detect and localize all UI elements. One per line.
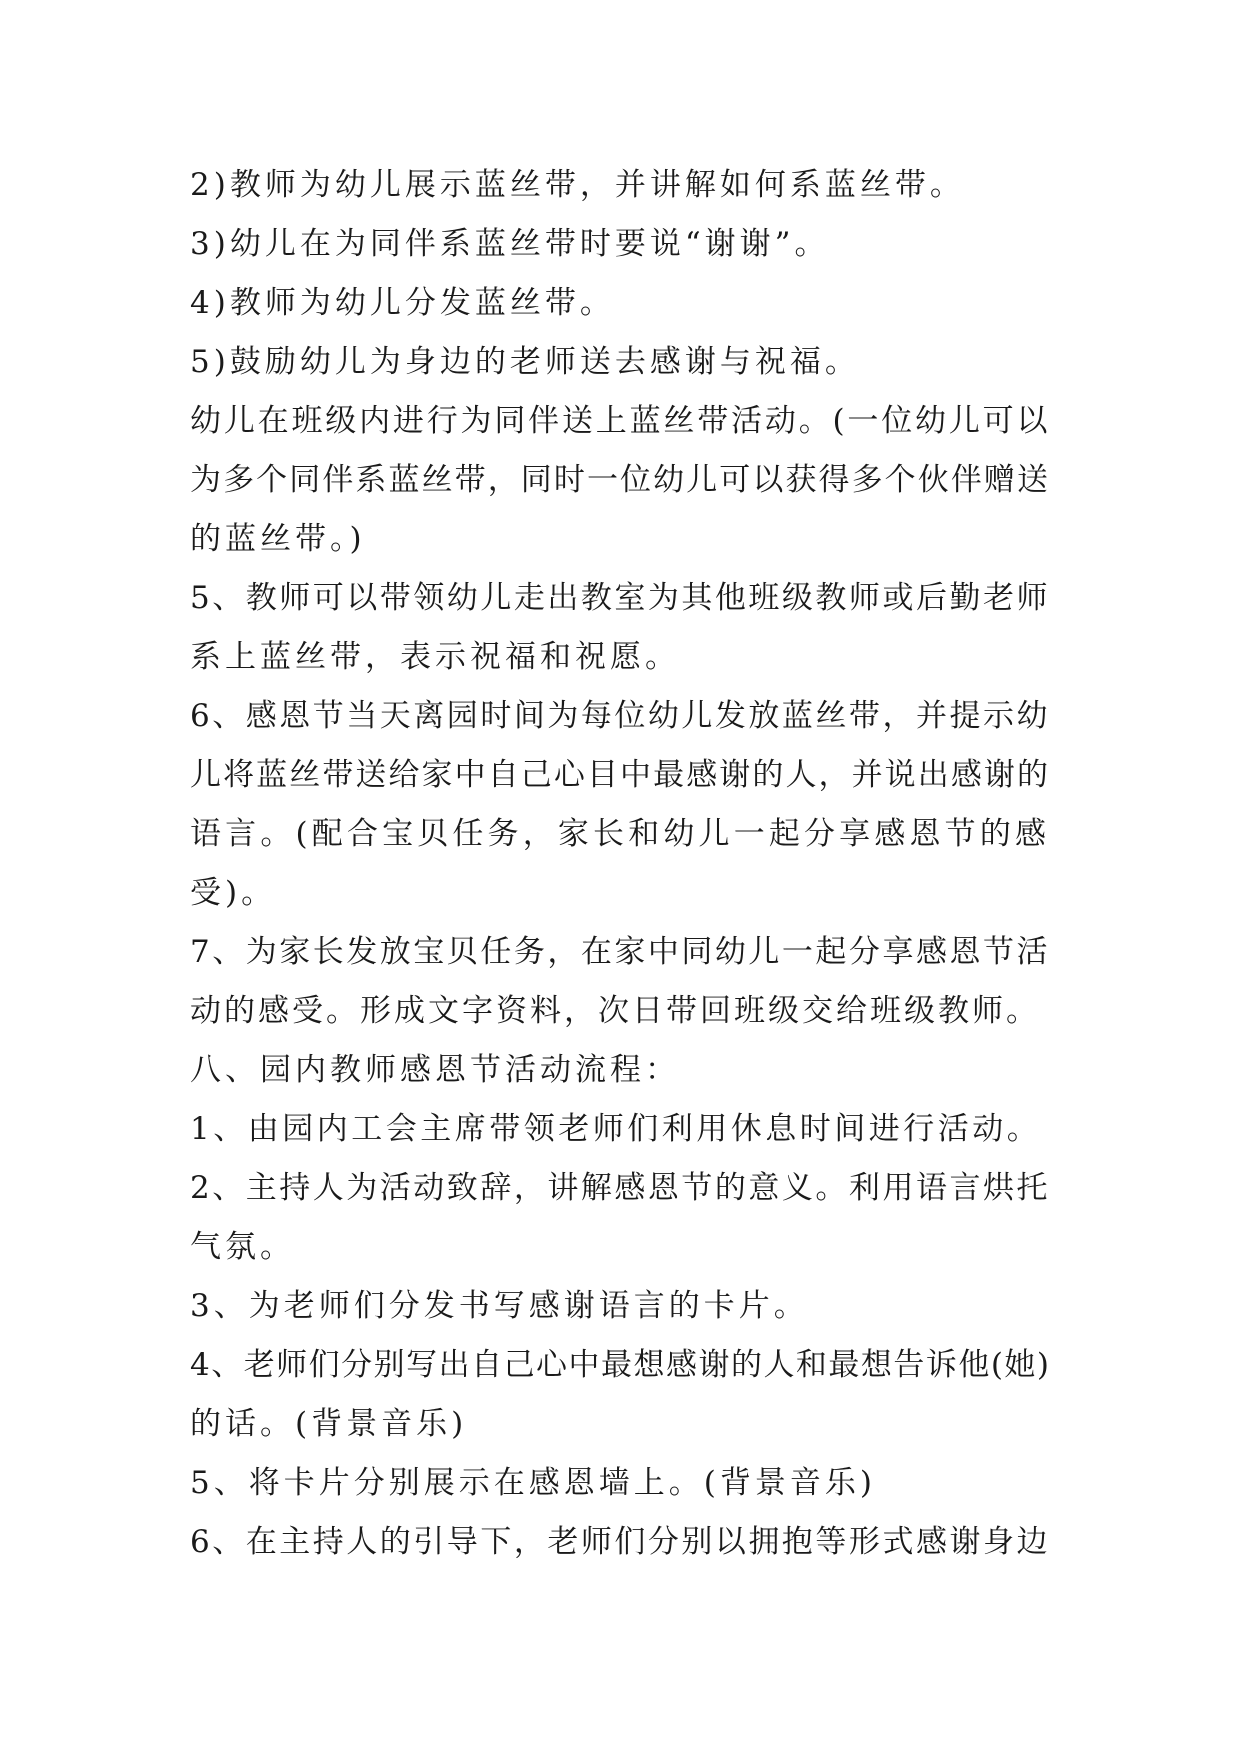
text-line: 3、为老师们分发书写感谢语言的卡片。 [190,1288,809,1324]
text-line: 气氛。 [190,1229,295,1265]
document-body [190,156,1050,1572]
text-line: 5、教师可以带领幼儿走出教室为其他班级教师或后勤老师 [190,580,1050,616]
text-line: 动的感受。形成文字资料，次日带回班级交给班级教师。 [190,993,1040,1029]
text-line: 受)。 [190,875,277,911]
text-line: 幼儿在班级内进行为同伴送上蓝丝带活动。(一位幼儿可以 [190,403,1050,439]
text-line: 儿将蓝丝带送给家中自己心目中最感谢的人，并说出感谢的 [190,757,1050,793]
text-line: 2、主持人为活动致辞，讲解感恩节的意义。利用语言烘托 [190,1170,1050,1206]
text-line: 4)教师为幼儿分发蓝丝带。 [190,285,615,321]
text-line: 语言。(配合宝贝任务，家长和幼儿一起分享感恩节的感 [190,816,1050,852]
text-line: 的蓝丝带。) [190,521,366,557]
text-line: 为多个同伴系蓝丝带，同时一位幼儿可以获得多个伙伴赠送 [190,462,1050,498]
text-line: 系上蓝丝带，表示祝福和祝愿。 [190,639,680,675]
section-heading: 八、园内教师感恩节活动流程： [190,1052,680,1088]
text-line: 6、感恩节当天离园时间为每位幼儿发放蓝丝带，并提示幼 [190,698,1050,734]
text-line: 5)鼓励幼儿为身边的老师送去感谢与祝福。 [190,344,860,380]
text-line: 5、将卡片分别展示在感恩墙上。(背景音乐) [190,1465,876,1501]
text-line: 2)教师为幼儿展示蓝丝带，并讲解如何系蓝丝带。 [190,167,965,203]
text-line: 3)幼儿在为同伴系蓝丝带时要说“谢谢”。 [190,226,830,262]
text-line: 4、老师们分别写出自己心中最想感谢的人和最想告诉他(她) [190,1347,1050,1383]
text-line: 7、为家长发放宝贝任务，在家中同幼儿一起分享感恩节活 [190,934,1050,970]
text-line: 的话。(背景音乐) [190,1406,468,1442]
text-line: 1、由园内工会主席带领老师们利用休息时间进行活动。 [190,1111,1042,1147]
text-line: 6、在主持人的引导下，老师们分别以拥抱等形式感谢身边 [190,1524,1050,1560]
